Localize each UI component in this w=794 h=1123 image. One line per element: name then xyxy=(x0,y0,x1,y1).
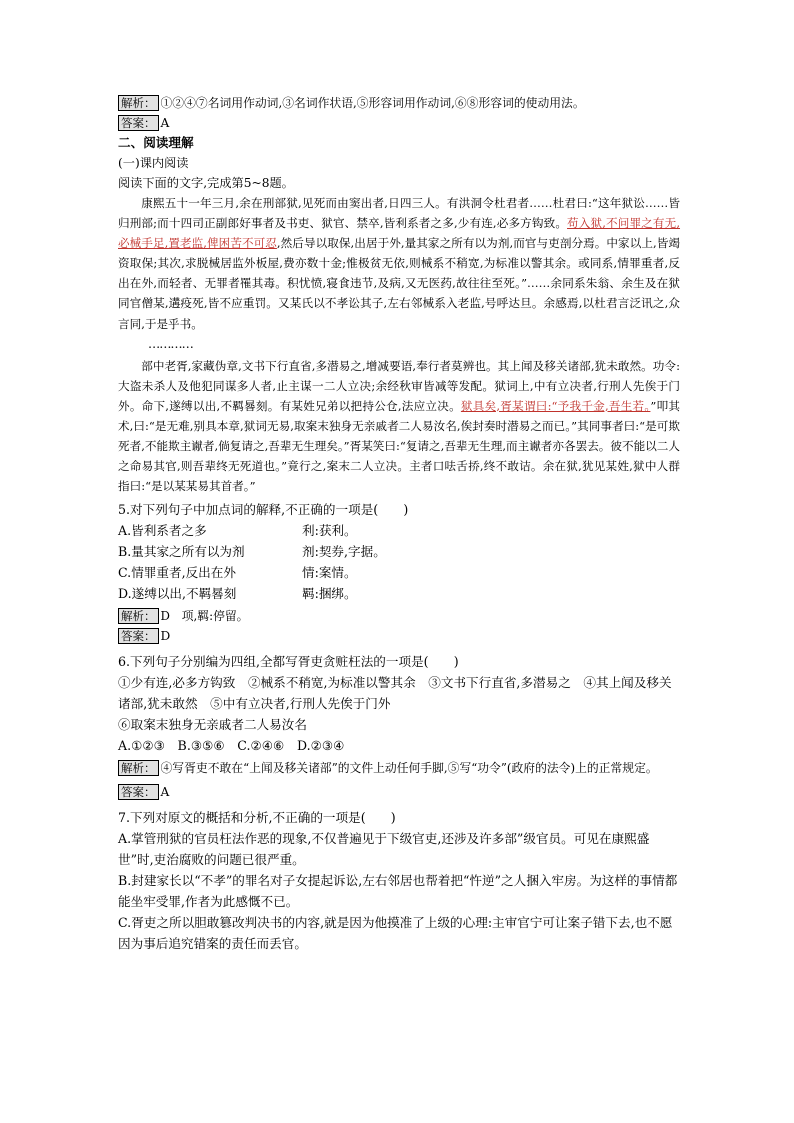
option-text: D.遂缚以出,不羁晷刻 xyxy=(118,586,237,602)
question-6-items: ⑥取案末独身无亲戚者二人易汝名 xyxy=(118,717,307,733)
question-5-option xyxy=(118,520,680,541)
answer-tag: 答案： xyxy=(118,628,159,644)
option-gloss: 羁:捆绑。 xyxy=(302,586,357,602)
question-6-choices: A.①②③ B.③⑤⑥ C.②④⑥ D.②③④ xyxy=(118,738,345,754)
question-6-stem: 6.下列句子分别编为四组,全都写胥吏贪赃枉法的一项是( ) xyxy=(118,654,459,670)
question-6-items: ①少有连,必多方钩致 ②械系不稍宽,为标准以警其余 ③文书下行直省,多潜易之 ④其上闻及移关诸部,犹未敢然 ⑤中有立决者,行刑人先俟于门外 xyxy=(118,675,672,712)
option-text: A.皆利系者之多 xyxy=(118,523,207,539)
section-title: 二、阅读理解 xyxy=(118,135,194,150)
option-gloss: 利:获利。 xyxy=(302,523,357,539)
passage-paragraph-2 xyxy=(118,356,680,497)
explanation-line xyxy=(118,93,680,113)
explanation-tag: 解析： xyxy=(118,608,159,624)
answer-line xyxy=(118,626,680,646)
explanation-tag: 解析： xyxy=(118,760,159,776)
question-5-option xyxy=(118,583,680,604)
passage-highlight: 苟入狱,不问罪之有无,必械手足,置老监,俾困苦不可忍 xyxy=(118,216,681,251)
question-7-stem: 7.下列对原文的概括和分析,不正确的一项是( ) xyxy=(118,810,396,826)
option-gloss: 剂:契券,字据。 xyxy=(302,544,386,560)
question-7-option: A.掌管刑狱的官员枉法作恶的现象,不仅普遍见于下级官吏,还涉及许多部”级官员。可见在康熙盛世”时,吏治腐败的问题已很严重。 xyxy=(118,831,650,868)
explanation-text: ①②④⑦名词用作动词,③名词作状语,⑤形容词用作动词,⑥⑧形容词的使动用法。 xyxy=(160,96,585,110)
option-text: C.情罪重者,反出在外 xyxy=(118,565,236,581)
passage-ellipsis: ………… xyxy=(148,336,193,351)
answer-line xyxy=(118,782,680,802)
explanation-tag: 解析： xyxy=(118,95,159,111)
answer-tag: 答案： xyxy=(118,784,159,800)
passage-segment: 康熙五十一年三月,余在刑部狱,见死而由窦出者,日四三人。有洪洞令杜君者……杜君曰:“这年狱讼……皆归刑部;而十四司正副郎好事者及书吏、狱官、禁卒,皆利系者之多,少有连,必多方钩致。 xyxy=(118,196,680,231)
answer-text: A xyxy=(160,116,170,130)
answer-text: D xyxy=(160,629,171,644)
option-text: B.量其家之所有以为剂 xyxy=(118,544,245,560)
passage-segment: ,然后导以取保,出居于外,量其家之所有以为剂,而官与吏剖分焉。中家以上,皆竭资取保;其次,求脱械居监外板屋,费亦数十金;惟极贫无依,则械系不稍宽,为标准以警其余。或同系,情罪重者,反出在外,而轻者、无罪者罹其毒。积忧愤,寝食违节,及病,又无医药,故往往至死。”……余同系朱翁、余生及在狱同官僧某,遘疫死,皆不应重罚。又某氏以不孝讼其子,左右邻械系入老监,号呼达旦。余感焉,以杜君言泛讯之,众言同,于是乎书。 xyxy=(118,236,680,331)
question-5-option xyxy=(118,562,680,583)
explanation-text: ④写胥吏不敢在“上闻及移关诸部”的文件上动任何手脚,⑤写“功令”(政府的法令)上的正常规定。 xyxy=(160,761,658,776)
explanation-line xyxy=(118,606,680,626)
question-7-option: B.封建家长以“不孝”的罪名对子女提起诉讼,左右邻居也帮着把“忤逆”之人捆入牢房。为这样的事情都能坐牢受罪,作者为此感慨不已。 xyxy=(118,873,678,910)
question-5-option xyxy=(118,541,680,562)
question-5-stem: 5.对下列句子中加点词的解释,不正确的一项是( ) xyxy=(118,502,409,518)
answer-tag: 答案： xyxy=(118,115,159,131)
answer-line xyxy=(118,113,680,133)
explanation-line xyxy=(118,758,680,778)
passage-segment: 部中老胥,家藏伪章,文书下行直省,多潜易之,增减要语,奉行者莫辨也。其上闻及移关诸部,犹未敢然。功令:大盗未杀人及他犯同谋多人者,止主谋一二人立决;余经秋审皆减等发配。狱词上,中有立决者,行刑人先俟于门外。命下,遂缚以出,不羁晷刻。有某姓兄弟以把持公仓,法应立决。 xyxy=(118,358,680,413)
answer-text: A xyxy=(160,785,170,800)
section-subtitle: (一)课内阅读 xyxy=(118,156,189,170)
passage-highlight: 狱具矣,胥某谓曰:“予我千金,吾生若。 xyxy=(460,398,651,413)
explanation-text: D 项,羁:停留。 xyxy=(160,609,249,624)
option-gloss: 情:案情。 xyxy=(302,565,357,581)
question-7-option: C.胥吏之所以胆敢篡改判决书的内容,就是因为他摸准了上级的心理:主审官宁可让案子错下去,也不愿因为事后追究错案的责任而丢官。 xyxy=(118,915,673,952)
section-instruction: 阅读下面的文字,完成第5~8题。 xyxy=(118,176,294,190)
passage-segment: ”叩其术,曰:“是无难,别具本章,狱词无易,取案末独身无亲戚者二人易汝名,俟封奏时潜易之而已。”其同事者曰:“是可欺死者,不能欺主谳者,倘复请之,吾辈无生理矣。”胥某笑曰:“复请之,吾辈无生理,而主谳者亦各罢去。彼不能以二人之命易其官,则吾辈终无死道也。”竟行之,案末二人立决。主者口呿舌挢,终不敢诘。余在狱,犹见某姓,狱中人群指曰:“是以某某易其首者。” xyxy=(118,398,681,494)
document-page xyxy=(118,93,680,954)
passage-paragraph-1 xyxy=(118,193,680,334)
